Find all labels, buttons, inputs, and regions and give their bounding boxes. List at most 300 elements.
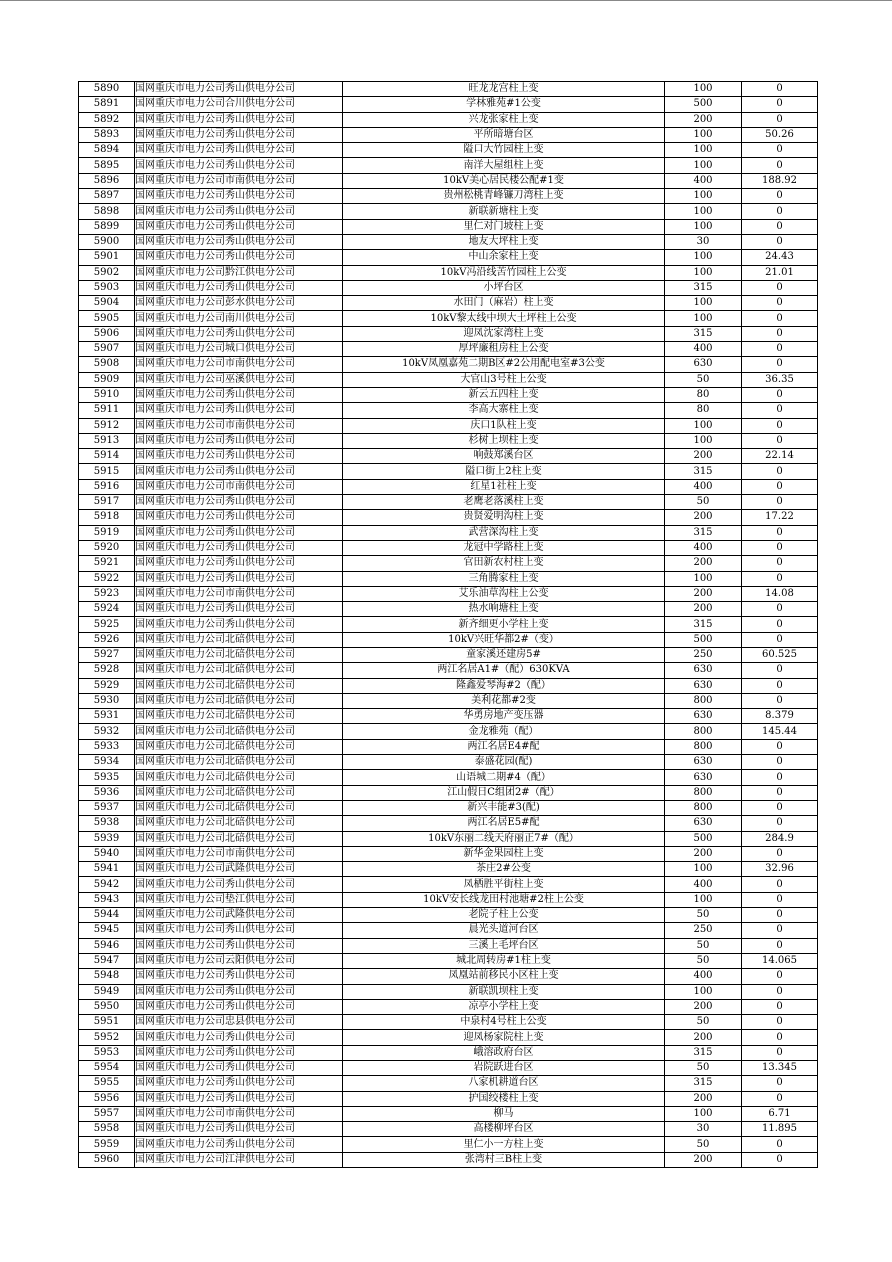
- value-cell: 0: [742, 1015, 818, 1030]
- value-cell: 0: [742, 908, 818, 923]
- table-row: [79, 663, 818, 678]
- value-cell: 0: [742, 326, 818, 341]
- company-cell: 国网重庆市电力公司武隆供电分公司: [135, 862, 343, 877]
- capacity-cell: 250: [665, 923, 742, 938]
- capacity-cell: 100: [665, 219, 742, 234]
- transformer-name-cell: 里仁小一方柱上变: [343, 1137, 665, 1152]
- row-number-cell: 5898: [79, 204, 135, 219]
- value-cell: 188.92: [742, 173, 818, 188]
- capacity-cell: 100: [665, 204, 742, 219]
- transformer-name-cell: 两江名居E4#配: [343, 739, 665, 754]
- company-cell: 国网重庆市电力公司秀山供电分公司: [135, 602, 343, 617]
- row-number-cell: 5953: [79, 1045, 135, 1060]
- row-number-cell: 5923: [79, 586, 135, 601]
- capacity-cell: 100: [665, 158, 742, 173]
- value-cell: 0: [742, 525, 818, 540]
- value-cell: 0: [742, 877, 818, 892]
- value-cell: 0: [742, 479, 818, 494]
- capacity-cell: 200: [665, 556, 742, 571]
- company-cell: 国网重庆市电力公司北碚供电分公司: [135, 755, 343, 770]
- table-row: [79, 418, 818, 433]
- company-cell: 国网重庆市电力公司秀山供电分公司: [135, 82, 343, 97]
- value-cell: 6.71: [742, 1106, 818, 1121]
- company-cell: 国网重庆市电力公司巫溪供电分公司: [135, 372, 343, 387]
- transformer-name-cell: 中山余家柱上变: [343, 250, 665, 265]
- row-number-cell: 5924: [79, 602, 135, 617]
- row-number-cell: 5922: [79, 571, 135, 586]
- table-row: [79, 739, 818, 754]
- row-number-cell: 5890: [79, 82, 135, 97]
- transformer-name-cell: 老院子柱上公变: [343, 908, 665, 923]
- company-cell: 国网重庆市电力公司北碚供电分公司: [135, 816, 343, 831]
- capacity-cell: 200: [665, 999, 742, 1014]
- transformer-name-cell: 地友大坪柱上变: [343, 234, 665, 249]
- transformer-name-cell: 平所暗塘台区: [343, 127, 665, 142]
- table-row: [79, 525, 818, 540]
- value-cell: 0: [742, 892, 818, 907]
- table-row: [79, 724, 818, 739]
- row-number-cell: 5933: [79, 739, 135, 754]
- table-row: [79, 755, 818, 770]
- transformer-name-cell: 江山假日C组团2#（配）: [343, 785, 665, 800]
- table-body: [79, 82, 818, 1168]
- row-number-cell: 5940: [79, 846, 135, 861]
- transformer-name-cell: 小坪台区: [343, 280, 665, 295]
- company-cell: 国网重庆市电力公司秀山供电分公司: [135, 571, 343, 586]
- table-row: [79, 1152, 818, 1167]
- company-cell: 国网重庆市电力公司秀山供电分公司: [135, 403, 343, 418]
- value-cell: 0: [742, 280, 818, 295]
- company-cell: 国网重庆市电力公司北碚供电分公司: [135, 770, 343, 785]
- table-row: [79, 127, 818, 142]
- capacity-cell: 100: [665, 433, 742, 448]
- transformer-name-cell: 10kV东丽二线天府丽正7#（配）: [343, 831, 665, 846]
- row-number-cell: 5897: [79, 189, 135, 204]
- value-cell: 0: [742, 816, 818, 831]
- capacity-cell: 800: [665, 800, 742, 815]
- company-cell: 国网重庆市电力公司北碚供电分公司: [135, 647, 343, 662]
- row-number-cell: 5936: [79, 785, 135, 800]
- value-cell: 0: [742, 112, 818, 127]
- value-cell: 0: [742, 311, 818, 326]
- capacity-cell: 80: [665, 387, 742, 402]
- transformer-name-cell: 高楼柳坪台区: [343, 1122, 665, 1137]
- transformer-name-cell: 八家机耕道台区: [343, 1076, 665, 1091]
- transformer-name-cell: 新联新塘柱上变: [343, 204, 665, 219]
- table-row: [79, 372, 818, 387]
- row-number-cell: 5935: [79, 770, 135, 785]
- capacity-cell: 50: [665, 1015, 742, 1030]
- value-cell: 0: [742, 571, 818, 586]
- company-cell: 国网重庆市电力公司秀山供电分公司: [135, 127, 343, 142]
- table-row: [79, 1137, 818, 1152]
- transformer-name-cell: 泰盛花园(配): [343, 755, 665, 770]
- transformer-name-cell: 南洋大屋组柱上变: [343, 158, 665, 173]
- table-row: [79, 265, 818, 280]
- value-cell: 36.35: [742, 372, 818, 387]
- row-number-cell: 5926: [79, 632, 135, 647]
- value-cell: 0: [742, 1030, 818, 1045]
- row-number-cell: 5956: [79, 1091, 135, 1106]
- company-cell: 国网重庆市电力公司城口供电分公司: [135, 342, 343, 357]
- row-number-cell: 5932: [79, 724, 135, 739]
- capacity-cell: 100: [665, 250, 742, 265]
- company-cell: 国网重庆市电力公司江津供电分公司: [135, 1152, 343, 1167]
- transformer-name-cell: 10kV黎太线中坝大土坪柱上公变: [343, 311, 665, 326]
- transformer-name-cell: 两江名居E5#配: [343, 816, 665, 831]
- value-cell: 0: [742, 969, 818, 984]
- company-cell: 国网重庆市电力公司秀山供电分公司: [135, 510, 343, 525]
- transformer-name-cell: 隘口街上2柱上变: [343, 464, 665, 479]
- transformer-name-cell: 厚坪廉租房柱上公变: [343, 342, 665, 357]
- company-cell: 国网重庆市电力公司秀山供电分公司: [135, 143, 343, 158]
- capacity-cell: 630: [665, 357, 742, 372]
- transformer-name-cell: 新联凯坝柱上变: [343, 984, 665, 999]
- row-number-cell: 5939: [79, 831, 135, 846]
- company-cell: 国网重庆市电力公司秀山供电分公司: [135, 540, 343, 555]
- value-cell: 13.345: [742, 1061, 818, 1076]
- table-row: [79, 877, 818, 892]
- transformer-name-cell: 龙冠中学路柱上变: [343, 540, 665, 555]
- capacity-cell: 100: [665, 296, 742, 311]
- transformer-name-cell: 迎凤沈家湾柱上变: [343, 326, 665, 341]
- capacity-cell: 400: [665, 479, 742, 494]
- capacity-cell: 100: [665, 571, 742, 586]
- company-cell: 国网重庆市电力公司秀山供电分公司: [135, 219, 343, 234]
- row-number-cell: 5904: [79, 296, 135, 311]
- row-number-cell: 5909: [79, 372, 135, 387]
- company-cell: 国网重庆市电力公司秀山供电分公司: [135, 1122, 343, 1137]
- row-number-cell: 5930: [79, 693, 135, 708]
- row-number-cell: 5903: [79, 280, 135, 295]
- company-cell: 国网重庆市电力公司秀山供电分公司: [135, 449, 343, 464]
- table-row: [79, 403, 818, 418]
- transformer-name-cell: 贵贤爱明沟柱上变: [343, 510, 665, 525]
- row-number-cell: 5931: [79, 709, 135, 724]
- company-cell: 国网重庆市电力公司秀山供电分公司: [135, 433, 343, 448]
- table-row: [79, 984, 818, 999]
- capacity-cell: 500: [665, 632, 742, 647]
- row-number-cell: 5938: [79, 816, 135, 831]
- company-cell: 国网重庆市电力公司秀山供电分公司: [135, 1045, 343, 1060]
- transformer-name-cell: 响鼓郑溪台区: [343, 449, 665, 464]
- company-cell: 国网重庆市电力公司市南供电分公司: [135, 586, 343, 601]
- value-cell: 0: [742, 556, 818, 571]
- table-row: [79, 938, 818, 953]
- company-cell: 国网重庆市电力公司秀山供电分公司: [135, 877, 343, 892]
- table-row: [79, 862, 818, 877]
- company-cell: 国网重庆市电力公司北碚供电分公司: [135, 693, 343, 708]
- company-cell: 国网重庆市电力公司市南供电分公司: [135, 1106, 343, 1121]
- company-cell: 国网重庆市电力公司北碚供电分公司: [135, 800, 343, 815]
- capacity-cell: 50: [665, 953, 742, 968]
- transformer-name-cell: 老鹰老落溪柱上变: [343, 495, 665, 510]
- capacity-cell: 50: [665, 372, 742, 387]
- transformer-name-cell: 水田门（麻岩）柱上变: [343, 296, 665, 311]
- capacity-cell: 100: [665, 984, 742, 999]
- table-row: [79, 969, 818, 984]
- row-number-cell: 5952: [79, 1030, 135, 1045]
- company-cell: 国网重庆市电力公司秀山供电分公司: [135, 234, 343, 249]
- table-row: [79, 540, 818, 555]
- company-cell: 国网重庆市电力公司北碚供电分公司: [135, 724, 343, 739]
- capacity-cell: 80: [665, 403, 742, 418]
- value-cell: 0: [742, 204, 818, 219]
- value-cell: 0: [742, 342, 818, 357]
- value-cell: 0: [742, 602, 818, 617]
- row-number-cell: 5892: [79, 112, 135, 127]
- company-cell: 国网重庆市电力公司市南供电分公司: [135, 479, 343, 494]
- transformer-name-cell: 10kV兴旺华都2#（变）: [343, 632, 665, 647]
- row-number-cell: 5899: [79, 219, 135, 234]
- table-row: [79, 1045, 818, 1060]
- row-number-cell: 5896: [79, 173, 135, 188]
- value-cell: 17.22: [742, 510, 818, 525]
- capacity-cell: 100: [665, 82, 742, 97]
- table-row: [79, 326, 818, 341]
- value-cell: 11.895: [742, 1122, 818, 1137]
- capacity-cell: 500: [665, 831, 742, 846]
- row-number-cell: 5948: [79, 969, 135, 984]
- table-row: [79, 602, 818, 617]
- transformer-name-cell: 新齐细更小学柱上变: [343, 617, 665, 632]
- table-row: [79, 999, 818, 1014]
- value-cell: 0: [742, 846, 818, 861]
- table-row: [79, 923, 818, 938]
- company-cell: 国网重庆市电力公司秀山供电分公司: [135, 189, 343, 204]
- table-row: [79, 1091, 818, 1106]
- capacity-cell: 400: [665, 969, 742, 984]
- capacity-cell: 315: [665, 464, 742, 479]
- transformer-name-cell: 隆鑫爱琴海#2（配）: [343, 678, 665, 693]
- table-row: [79, 342, 818, 357]
- value-cell: 8.379: [742, 709, 818, 724]
- company-cell: 国网重庆市电力公司南川供电分公司: [135, 311, 343, 326]
- value-cell: 21.01: [742, 265, 818, 280]
- transformer-name-cell: 10kV美心居民楼公配#1变: [343, 173, 665, 188]
- value-cell: 0: [742, 632, 818, 647]
- company-cell: 国网重庆市电力公司武隆供电分公司: [135, 908, 343, 923]
- transformer-name-cell: 新兴丰能#3(配): [343, 800, 665, 815]
- value-cell: 0: [742, 403, 818, 418]
- row-number-cell: 5950: [79, 999, 135, 1014]
- row-number-cell: 5959: [79, 1137, 135, 1152]
- capacity-cell: 400: [665, 173, 742, 188]
- value-cell: 0: [742, 938, 818, 953]
- transformer-name-cell: 隘口大竹园柱上变: [343, 143, 665, 158]
- table-row: [79, 449, 818, 464]
- row-number-cell: 5934: [79, 755, 135, 770]
- row-number-cell: 5894: [79, 143, 135, 158]
- table-row: [79, 204, 818, 219]
- row-number-cell: 5915: [79, 464, 135, 479]
- transformer-name-cell: 金龙雅苑（配）: [343, 724, 665, 739]
- row-number-cell: 5920: [79, 540, 135, 555]
- capacity-cell: 315: [665, 525, 742, 540]
- value-cell: 0: [742, 433, 818, 448]
- row-number-cell: 5921: [79, 556, 135, 571]
- table-row: [79, 953, 818, 968]
- value-cell: 0: [742, 234, 818, 249]
- table-row: [79, 1030, 818, 1045]
- row-number-cell: 5912: [79, 418, 135, 433]
- company-cell: 国网重庆市电力公司秀山供电分公司: [135, 250, 343, 265]
- transformer-name-cell: 学林雅苑#1公变: [343, 97, 665, 112]
- company-cell: 国网重庆市电力公司垫江供电分公司: [135, 892, 343, 907]
- table-row: [79, 908, 818, 923]
- transformer-name-cell: 新云五四柱上变: [343, 387, 665, 402]
- capacity-cell: 630: [665, 663, 742, 678]
- row-number-cell: 5917: [79, 495, 135, 510]
- company-cell: 国网重庆市电力公司秀山供电分公司: [135, 999, 343, 1014]
- value-cell: 0: [742, 540, 818, 555]
- capacity-cell: 100: [665, 418, 742, 433]
- capacity-cell: 200: [665, 602, 742, 617]
- value-cell: 0: [742, 693, 818, 708]
- page-top-border: [0, 0, 892, 1]
- value-cell: 0: [742, 663, 818, 678]
- capacity-cell: 100: [665, 265, 742, 280]
- capacity-cell: 630: [665, 709, 742, 724]
- row-number-cell: 5958: [79, 1122, 135, 1137]
- row-number-cell: 5918: [79, 510, 135, 525]
- capacity-cell: 30: [665, 1122, 742, 1137]
- capacity-cell: 500: [665, 97, 742, 112]
- capacity-cell: 400: [665, 877, 742, 892]
- value-cell: 0: [742, 296, 818, 311]
- table-row: [79, 846, 818, 861]
- table-row: [79, 510, 818, 525]
- capacity-cell: 800: [665, 724, 742, 739]
- value-cell: 0: [742, 800, 818, 815]
- company-cell: 国网重庆市电力公司忠县供电分公司: [135, 1015, 343, 1030]
- capacity-cell: 315: [665, 280, 742, 295]
- table-row: [79, 158, 818, 173]
- capacity-cell: 50: [665, 495, 742, 510]
- value-cell: 0: [742, 387, 818, 402]
- value-cell: 24.43: [742, 250, 818, 265]
- table-row: [79, 1122, 818, 1137]
- row-number-cell: 5946: [79, 938, 135, 953]
- value-cell: 0: [742, 158, 818, 173]
- company-cell: 国网重庆市电力公司秀山供电分公司: [135, 112, 343, 127]
- value-cell: 0: [742, 785, 818, 800]
- capacity-cell: 200: [665, 112, 742, 127]
- company-cell: 国网重庆市电力公司北碚供电分公司: [135, 663, 343, 678]
- table-row: [79, 892, 818, 907]
- capacity-cell: 315: [665, 326, 742, 341]
- table-row: [79, 1015, 818, 1030]
- row-number-cell: 5945: [79, 923, 135, 938]
- company-cell: 国网重庆市电力公司北碚供电分公司: [135, 831, 343, 846]
- company-cell: 国网重庆市电力公司秀山供电分公司: [135, 525, 343, 540]
- transformer-name-cell: 官田新农村柱上变: [343, 556, 665, 571]
- capacity-cell: 250: [665, 647, 742, 662]
- capacity-cell: 30: [665, 234, 742, 249]
- company-cell: 国网重庆市电力公司北碚供电分公司: [135, 632, 343, 647]
- row-number-cell: 5902: [79, 265, 135, 280]
- transformer-name-cell: 山语城二期#4（配）: [343, 770, 665, 785]
- value-cell: 0: [742, 495, 818, 510]
- value-cell: 50.26: [742, 127, 818, 142]
- transformer-name-cell: 武营深沟柱上变: [343, 525, 665, 540]
- table-row: [79, 1076, 818, 1091]
- row-number-cell: 5910: [79, 387, 135, 402]
- row-number-cell: 5893: [79, 127, 135, 142]
- row-number-cell: 5919: [79, 525, 135, 540]
- table-row: [79, 617, 818, 632]
- transformer-name-cell: 热水响塘柱上变: [343, 602, 665, 617]
- table-row: [79, 296, 818, 311]
- value-cell: 22.14: [742, 449, 818, 464]
- value-cell: 0: [742, 464, 818, 479]
- row-number-cell: 5900: [79, 234, 135, 249]
- value-cell: 0: [742, 1091, 818, 1106]
- table-row: [79, 387, 818, 402]
- transformer-name-cell: 李高大寨柱上变: [343, 403, 665, 418]
- table-row: [79, 82, 818, 97]
- capacity-cell: 200: [665, 586, 742, 601]
- row-number-cell: 5942: [79, 877, 135, 892]
- row-number-cell: 5927: [79, 647, 135, 662]
- table-row: [79, 219, 818, 234]
- company-cell: 国网重庆市电力公司秀山供电分公司: [135, 1137, 343, 1152]
- capacity-cell: 50: [665, 1061, 742, 1076]
- row-number-cell: 5929: [79, 678, 135, 693]
- row-number-cell: 5916: [79, 479, 135, 494]
- transformer-name-cell: 峨溶政府台区: [343, 1045, 665, 1060]
- capacity-cell: 200: [665, 846, 742, 861]
- company-cell: 国网重庆市电力公司秀山供电分公司: [135, 326, 343, 341]
- row-number-cell: 5891: [79, 97, 135, 112]
- row-number-cell: 5911: [79, 403, 135, 418]
- transformer-name-cell: 杉树上坝柱上变: [343, 433, 665, 448]
- capacity-cell: 800: [665, 739, 742, 754]
- row-number-cell: 5925: [79, 617, 135, 632]
- transformer-name-cell: 童家溪还建房5#: [343, 647, 665, 662]
- company-cell: 国网重庆市电力公司北碚供电分公司: [135, 678, 343, 693]
- table-row: [79, 770, 818, 785]
- company-cell: 国网重庆市电力公司秀山供电分公司: [135, 1091, 343, 1106]
- transformer-name-cell: 艾乐油草沟柱上公变: [343, 586, 665, 601]
- table-row: [79, 97, 818, 112]
- value-cell: 0: [742, 999, 818, 1014]
- table-row: [79, 709, 818, 724]
- company-cell: 国网重庆市电力公司黔江供电分公司: [135, 265, 343, 280]
- company-cell: 国网重庆市电力公司秀山供电分公司: [135, 556, 343, 571]
- table-row: [79, 831, 818, 846]
- table-row: [79, 1106, 818, 1121]
- transformer-name-cell: 贵州松桃青峰镰刀湾柱上变: [343, 189, 665, 204]
- value-cell: 14.08: [742, 586, 818, 601]
- row-number-cell: 5914: [79, 449, 135, 464]
- transformer-name-cell: 凉亭小学柱上变: [343, 999, 665, 1014]
- capacity-cell: 200: [665, 1030, 742, 1045]
- transformer-name-cell: 新华金果园柱上变: [343, 846, 665, 861]
- capacity-cell: 100: [665, 127, 742, 142]
- company-cell: 国网重庆市电力公司市南供电分公司: [135, 846, 343, 861]
- transformer-name-cell: 美利花都#2变: [343, 693, 665, 708]
- value-cell: 284.9: [742, 831, 818, 846]
- value-cell: 0: [742, 357, 818, 372]
- row-number-cell: 5943: [79, 892, 135, 907]
- value-cell: 0: [742, 1045, 818, 1060]
- transformer-name-cell: 三角腾家柱上变: [343, 571, 665, 586]
- capacity-cell: 100: [665, 892, 742, 907]
- company-cell: 国网重庆市电力公司秀山供电分公司: [135, 984, 343, 999]
- company-cell: 国网重庆市电力公司秀山供电分公司: [135, 158, 343, 173]
- row-number-cell: 5947: [79, 953, 135, 968]
